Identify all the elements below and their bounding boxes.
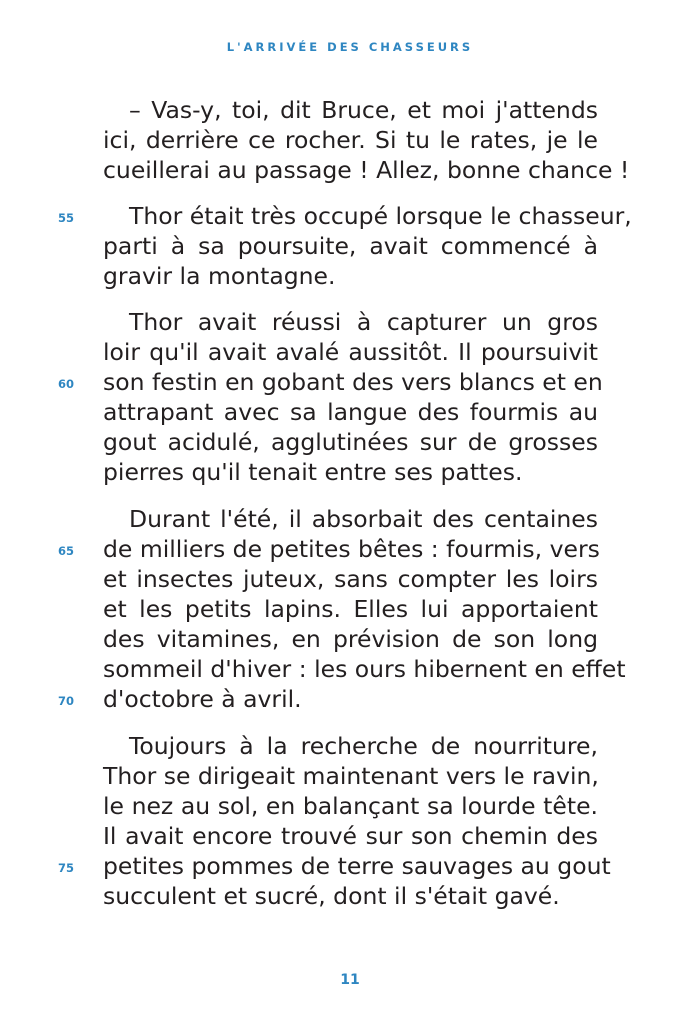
line-number: 55 bbox=[58, 211, 75, 225]
text-line: d'octobre à avril. bbox=[103, 685, 302, 713]
text-line: Il avait encore trouvé sur son chemin des bbox=[103, 822, 598, 850]
text-line: et les petits lapins. Elles lui apportaient bbox=[103, 595, 598, 623]
text-line: gout acidulé, agglutinées sur de grosses bbox=[103, 428, 598, 456]
text-line: de milliers de petites bêtes : fourmis, vers bbox=[103, 535, 600, 563]
text-line: petites pommes de terre sauvages au gout bbox=[103, 852, 611, 880]
text-line: son festin en gobant des vers blancs et en bbox=[103, 368, 603, 396]
line-number: 70 bbox=[58, 694, 75, 708]
text-line: Thor avait réussi à capturer un gros bbox=[129, 308, 598, 336]
line-number: 75 bbox=[58, 861, 75, 875]
text-line: Thor était très occupé lorsque le chasseur, bbox=[129, 202, 632, 230]
text-line: gravir la montagne. bbox=[103, 262, 336, 290]
text-line: Toujours à la recherche de nourriture, bbox=[129, 732, 598, 760]
text-line: cueillerai au passage ! Allez, bonne chance ! bbox=[103, 156, 630, 184]
line-number: 65 bbox=[58, 544, 75, 558]
text-line: et insectes juteux, sans compter les loirs bbox=[103, 565, 598, 593]
running-head: L'ARRIVÉE DES CHASSEURS bbox=[226, 40, 474, 54]
text-line: le nez au sol, en balançant sa lourde tête. bbox=[103, 792, 598, 820]
text-line: loir qu'il avait avalé aussitôt. Il poursuivit bbox=[103, 338, 598, 366]
text-line: – Vas-y, toi, dit Bruce, et moi j'attends bbox=[129, 96, 598, 124]
text-line: des vitamines, en prévision de son long bbox=[103, 625, 598, 653]
text-line: Durant l'été, il absorbait des centaines bbox=[129, 505, 598, 533]
text-line: Thor se dirigeait maintenant vers le ravin, bbox=[103, 762, 599, 790]
text-line: attrapant avec sa langue des fourmis au bbox=[103, 398, 598, 426]
text-line: pierres qu'il tenait entre ses pattes. bbox=[103, 458, 523, 486]
page-number: 11 bbox=[340, 972, 360, 988]
text-line: parti à sa poursuite, avait commencé à bbox=[103, 232, 598, 260]
text-line: ici, derrière ce rocher. Si tu le rates, je le bbox=[103, 126, 598, 154]
text-line: succulent et sucré, dont il s'était gavé. bbox=[103, 882, 560, 910]
text-line: sommeil d'hiver : les ours hibernent en effet bbox=[103, 655, 626, 683]
line-number: 60 bbox=[58, 377, 75, 391]
